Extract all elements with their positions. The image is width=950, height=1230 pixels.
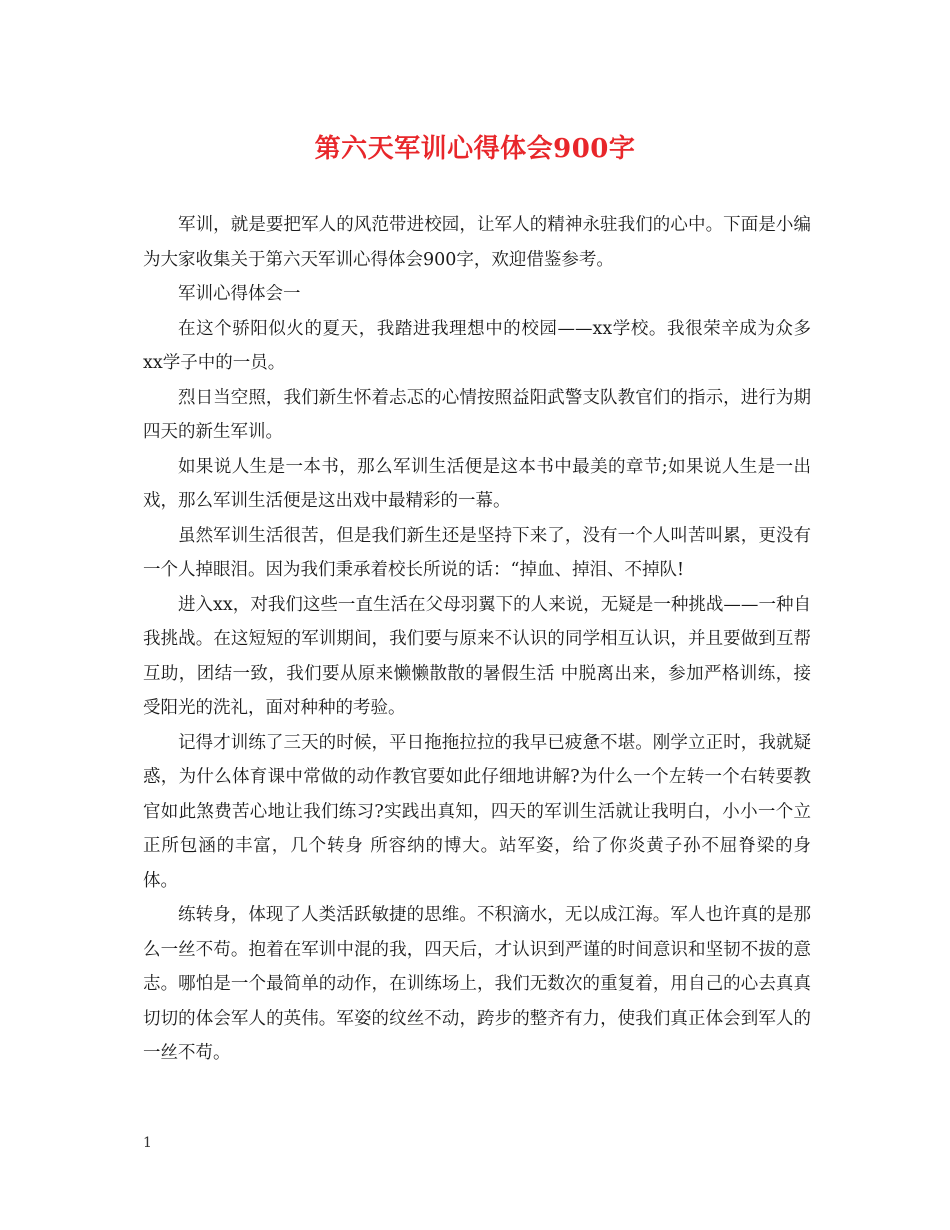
document-title: 第六天军训心得体会900字: [314, 134, 636, 164]
paragraph: 进入xx，对我们这些一直生活在父母羽翼下的人来说，无疑是一种挑战——一种自我挑战。在这短短的军训期间，我们要与原来不认识的同学相互认识，并且要做到互帮互助，团结一致，我们要从原来懒懒散散的暑假生活 中脱离出来，参加严格训练，接受阳光的洗礼，面对种种的考验。: [143, 594, 811, 718]
paragraph: 在这个骄阳似火的夏天，我踏进我理想中的校园——xx学校。我很荣辛成为众多xx学子中的一员。: [143, 318, 811, 373]
page-number: 1: [143, 1135, 152, 1151]
paragraph: 练转身，体现了人类活跃敏捷的思维。不积滴水，无以成江海。军人也许真的是那么一丝不苟。抱着在军训中混的我，四天后，才认识到严谨的时间意识和坚韧不拔的意志。哪怕是一个最简单的动作，在训练场上，我们无数次的重复着，用自己的心去真真切切的体会军人的英伟。军姿的纹丝不动，跨步的整齐有力，使我们真正体会到军人的一丝不苟。: [143, 905, 811, 1063]
section-heading: 军训心得体会一: [178, 284, 301, 304]
paragraph: 如果说人生是一本书，那么军训生活便是这本书中最美的章节;如果说人生是一出戏，那么军训生活便是这出戏中最精彩的一幕。: [143, 456, 811, 511]
paragraph: 烈日当空照，我们新生怀着忐忑的心情按照益阳武警支队教官们的指示，进行为期四天的新生军训。: [143, 387, 811, 442]
paragraph: 记得才训练了三天的时候，平日拖拖拉拉的我早已疲惫不堪。刚学立正时，我就疑惑，为什么体育课中常做的动作教官要如此仔细地讲解?为什么一个左转一个右转要教官如此煞费苦心地让我们练习?实践出真知，四天的军训生活就让我明白，小小一个立正所包涵的丰富，几个转身 所容纳的博大。站军姿，给了你炎黄子孙不屈脊梁的身体。: [143, 732, 811, 891]
document-body: [143, 208, 811, 1071]
paragraph: 虽然军训生活很苦，但是我们新生还是坚持下来了，没有一个人叫苦叫累，更没有一个人掉眼泪。因为我们秉承着校长所说的话：“掉血、掉泪、不掉队!: [143, 525, 811, 580]
paragraph-intro: 军训，就是要把军人的风范带进校园，让军人的精神永驻我们的心中。下面是小编为大家收集关于第六天军训心得体会900字，欢迎借鉴参考。: [143, 215, 811, 270]
